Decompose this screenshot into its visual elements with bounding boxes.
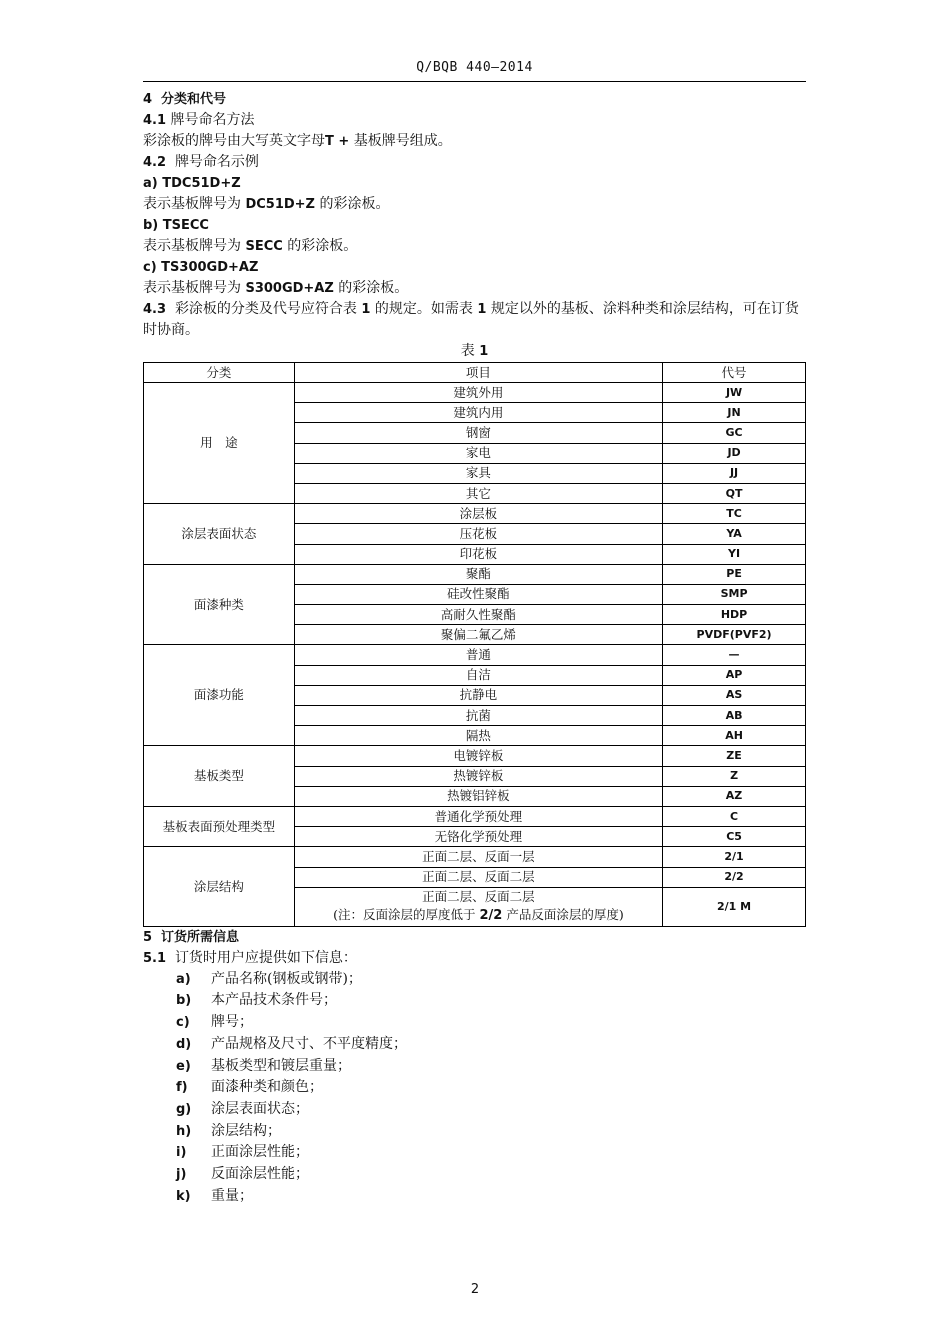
code-cell: 2/2 — [663, 867, 806, 887]
item-text: 抗菌 — [465, 707, 491, 723]
item-cell — [294, 887, 662, 926]
item-cell — [294, 463, 662, 483]
item-cell — [294, 625, 662, 645]
example-label: a) TDC51D+Z — [143, 176, 241, 191]
item-text: 普通化学预处理 — [434, 808, 523, 824]
text-span: 规定以外的基板、涂料种类和涂层结构，可在订货时协商。 — [143, 301, 799, 338]
item-cell — [294, 665, 662, 685]
table-1-body — [144, 363, 806, 927]
code-cell: GC — [663, 423, 806, 443]
text-span: 彩涂板的分类及代号应符合表 — [174, 301, 357, 317]
text-span: 订货时用户应提供如下信息： — [174, 949, 357, 966]
example-code: SECC — [245, 239, 283, 254]
item-text: 涂层板 — [459, 505, 498, 521]
item-cell — [294, 867, 662, 887]
table-ref: 1 — [361, 302, 371, 317]
section-4-title: 分类和代号 — [160, 92, 226, 107]
list-item-label: g) — [176, 1101, 192, 1117]
section-4-1-title: 牌号命名方法 — [170, 112, 255, 128]
item-text: 无铬化学预处理 — [434, 828, 523, 844]
list-item — [176, 1164, 806, 1186]
item-cell — [294, 645, 662, 665]
example-label-line — [143, 215, 806, 236]
text-span: 彩涂板的牌号由大写英文字母 — [143, 133, 325, 149]
section-4-2-title: 牌号命名示例 — [174, 154, 259, 170]
list-item-text: 牌号； — [211, 1014, 253, 1031]
caption-label: 表 — [460, 343, 475, 359]
section-4-2-number: 4.2 — [143, 155, 167, 170]
item-cell — [294, 403, 662, 423]
example-code: S300GD+AZ — [245, 281, 334, 296]
table-1 — [143, 362, 806, 927]
item-text: 聚酯 — [465, 566, 491, 582]
code-cell: HDP — [663, 605, 806, 625]
text-span: 表示基板牌号为 — [143, 238, 241, 254]
section-4-1-text — [143, 131, 806, 152]
list-item — [176, 1121, 806, 1143]
list-item-label: h) — [176, 1123, 192, 1139]
list-item-text: 产品规格及尺寸、不平度精度； — [211, 1035, 407, 1052]
code-cell: PE — [663, 564, 806, 584]
item-cell — [294, 383, 662, 403]
code-cell: AH — [663, 726, 806, 746]
section-5-1-number: 5.1 — [143, 950, 167, 966]
section-4-2-heading — [143, 152, 806, 173]
example-label: c) TS300GD+AZ — [143, 260, 259, 275]
section-5-heading — [143, 927, 806, 948]
section-5-title: 订货所需信息 — [160, 929, 239, 945]
item-text: 钢窗 — [465, 424, 491, 440]
text-span: 的规定。如需表 — [374, 301, 473, 317]
header-category: 分类 — [144, 363, 295, 383]
item-cell — [294, 786, 662, 806]
item-text: 普通 — [465, 647, 491, 663]
item-text: 聚偏二氟乙烯 — [440, 626, 516, 642]
item-text: 印花板 — [459, 546, 498, 562]
code-cell: — — [663, 645, 806, 665]
list-item-text: 正面涂层性能； — [211, 1144, 309, 1161]
list-item-label: f) — [176, 1080, 188, 1096]
list-item-label: a) — [176, 971, 191, 987]
section-5-number: 5 — [143, 929, 153, 945]
list-item — [176, 1186, 806, 1208]
table-ref: 1 — [477, 302, 487, 317]
category-cell: 基板类型 — [144, 746, 295, 807]
table-row — [144, 564, 806, 584]
list-item-text: 本产品技术条件号； — [211, 992, 337, 1009]
code-cell: C — [663, 806, 806, 826]
category-cell: 基板表面预处理类型 — [144, 806, 295, 846]
list-item-text: 产品名称(钢板或钢带)； — [211, 970, 362, 987]
example-label-line — [143, 173, 806, 194]
page-number: 2 — [470, 1282, 480, 1297]
item-text: 家具 — [465, 465, 491, 481]
item-cell — [294, 443, 662, 463]
code-cell: QT — [663, 483, 806, 503]
list-item-text: 面漆种类和颜色； — [211, 1079, 323, 1096]
code-cell: Z — [663, 766, 806, 786]
item-cell — [294, 544, 662, 564]
code-cell: YI — [663, 544, 806, 564]
item-cell — [294, 605, 662, 625]
code-cell: JW — [663, 383, 806, 403]
item-text: 硅改性聚酯 — [447, 586, 510, 602]
list-item-label: b) — [176, 993, 192, 1009]
code-cell: SMP — [663, 584, 806, 604]
item-note — [295, 906, 662, 925]
item-cell — [294, 706, 662, 726]
code-cell: JD — [663, 443, 806, 463]
document-number-header: Q/BQB 440—2014 — [416, 60, 533, 75]
text-span: 表示基板牌号为 — [143, 196, 241, 212]
header-rule — [143, 81, 806, 82]
section-4-1-heading — [143, 110, 806, 131]
example-description — [143, 194, 806, 215]
code-cell: AS — [663, 685, 806, 705]
list-item — [176, 969, 806, 991]
category-cell: 面漆功能 — [144, 645, 295, 746]
code-cell: JN — [663, 403, 806, 423]
section-4-3-text — [143, 299, 806, 341]
code-span: T + — [325, 134, 350, 149]
list-item — [176, 1034, 806, 1056]
code-cell: AP — [663, 665, 806, 685]
category-cell: 面漆种类 — [144, 564, 295, 645]
list-item — [176, 1012, 806, 1034]
item-cell — [294, 504, 662, 524]
category-cell: 涂层结构 — [144, 847, 295, 926]
item-text: 抗静电 — [459, 687, 498, 703]
list-item-text: 涂层表面状态； — [211, 1100, 309, 1117]
text-span: 基板牌号组成。 — [353, 133, 452, 149]
list-item-text: 重量； — [211, 1187, 253, 1204]
text-span: 的彩涂板。 — [287, 238, 358, 254]
note-text: 产品反面涂层的厚度) — [506, 907, 624, 923]
item-cell — [294, 746, 662, 766]
item-cell — [294, 423, 662, 443]
section-4-number: 4 — [143, 92, 153, 107]
item-cell — [294, 584, 662, 604]
list-item-label: j) — [176, 1167, 187, 1183]
header-code: 代号 — [663, 363, 806, 383]
list-item-label: k) — [176, 1188, 191, 1204]
caption-number: 1 — [479, 344, 489, 359]
list-item — [176, 1056, 806, 1078]
section-4-3-number: 4.3 — [143, 302, 167, 317]
table-row — [144, 645, 806, 665]
item-cell — [294, 524, 662, 544]
text-span: 的彩涂板。 — [338, 280, 409, 296]
list-item — [176, 1077, 806, 1099]
list-item-text: 涂层结构； — [211, 1122, 281, 1139]
example-description — [143, 236, 806, 257]
item-text: 压花板 — [459, 525, 498, 541]
code-cell: AB — [663, 706, 806, 726]
item-text: 正面二层、反面二层 — [422, 889, 535, 905]
code-cell: 2/1 — [663, 847, 806, 867]
item-text: 正面二层、反面二层 — [422, 869, 535, 885]
item-text: 电镀锌板 — [453, 747, 504, 763]
item-text: 其它 — [465, 485, 491, 501]
item-text: 正面二层、反面一层 — [422, 848, 535, 864]
item-text: 热镀锌板 — [453, 768, 504, 784]
section-5-1-text — [143, 948, 806, 969]
code-cell: YA — [663, 524, 806, 544]
list-item-label: c) — [176, 1015, 190, 1031]
text-span: 表示基板牌号为 — [143, 280, 241, 296]
table-row — [144, 847, 806, 867]
item-text: 自洁 — [465, 667, 491, 683]
list-item-text: 基板类型和镀层重量； — [211, 1057, 351, 1074]
naming-examples — [143, 173, 806, 299]
table-row — [144, 806, 806, 826]
section-4-heading — [143, 89, 806, 110]
order-info-list — [143, 969, 806, 1208]
list-item-label: e) — [176, 1058, 191, 1074]
category-cell: 涂层表面状态 — [144, 504, 295, 565]
item-cell — [294, 685, 662, 705]
code-cell: JJ — [663, 463, 806, 483]
example-description — [143, 278, 806, 299]
item-cell — [294, 827, 662, 847]
item-text: 热镀铝锌板 — [447, 788, 510, 804]
code-cell: AZ — [663, 786, 806, 806]
item-text: 建筑内用 — [453, 404, 504, 420]
item-cell — [294, 483, 662, 503]
code-cell: 2/1 M — [663, 887, 806, 926]
list-item — [176, 990, 806, 1012]
list-item-label: d) — [176, 1036, 192, 1052]
item-cell — [294, 564, 662, 584]
table-header-row — [144, 363, 806, 383]
page-content — [143, 89, 806, 1207]
list-item — [176, 1099, 806, 1121]
code-cell: TC — [663, 504, 806, 524]
note-text: (注：反面涂层的厚度低于 — [333, 907, 476, 923]
list-item — [176, 1142, 806, 1164]
table-1-caption — [143, 341, 806, 362]
code-cell: ZE — [663, 746, 806, 766]
item-text: 建筑外用 — [453, 384, 504, 400]
code-cell: C5 — [663, 827, 806, 847]
table-row — [144, 504, 806, 524]
item-cell — [294, 806, 662, 826]
list-item-text: 反面涂层性能； — [211, 1166, 309, 1183]
code-cell: PVDF(PVF2) — [663, 625, 806, 645]
note-code: 2/2 — [479, 908, 503, 924]
section-4-1-number: 4.1 — [143, 113, 167, 128]
list-item-label: i) — [176, 1145, 187, 1161]
item-text: 隔热 — [465, 727, 491, 743]
table-row — [144, 383, 806, 403]
example-label-line — [143, 257, 806, 278]
example-label: b) TSECC — [143, 218, 209, 233]
example-code: DC51D+Z — [245, 197, 315, 212]
item-cell — [294, 847, 662, 867]
header-item: 项目 — [294, 363, 662, 383]
item-cell — [294, 766, 662, 786]
text-span: 的彩涂板。 — [319, 196, 390, 212]
table-row — [144, 746, 806, 766]
category-cell: 用 途 — [144, 383, 295, 504]
item-text: 高耐久性聚酯 — [440, 606, 516, 622]
item-text: 家电 — [465, 445, 491, 461]
item-cell — [294, 726, 662, 746]
